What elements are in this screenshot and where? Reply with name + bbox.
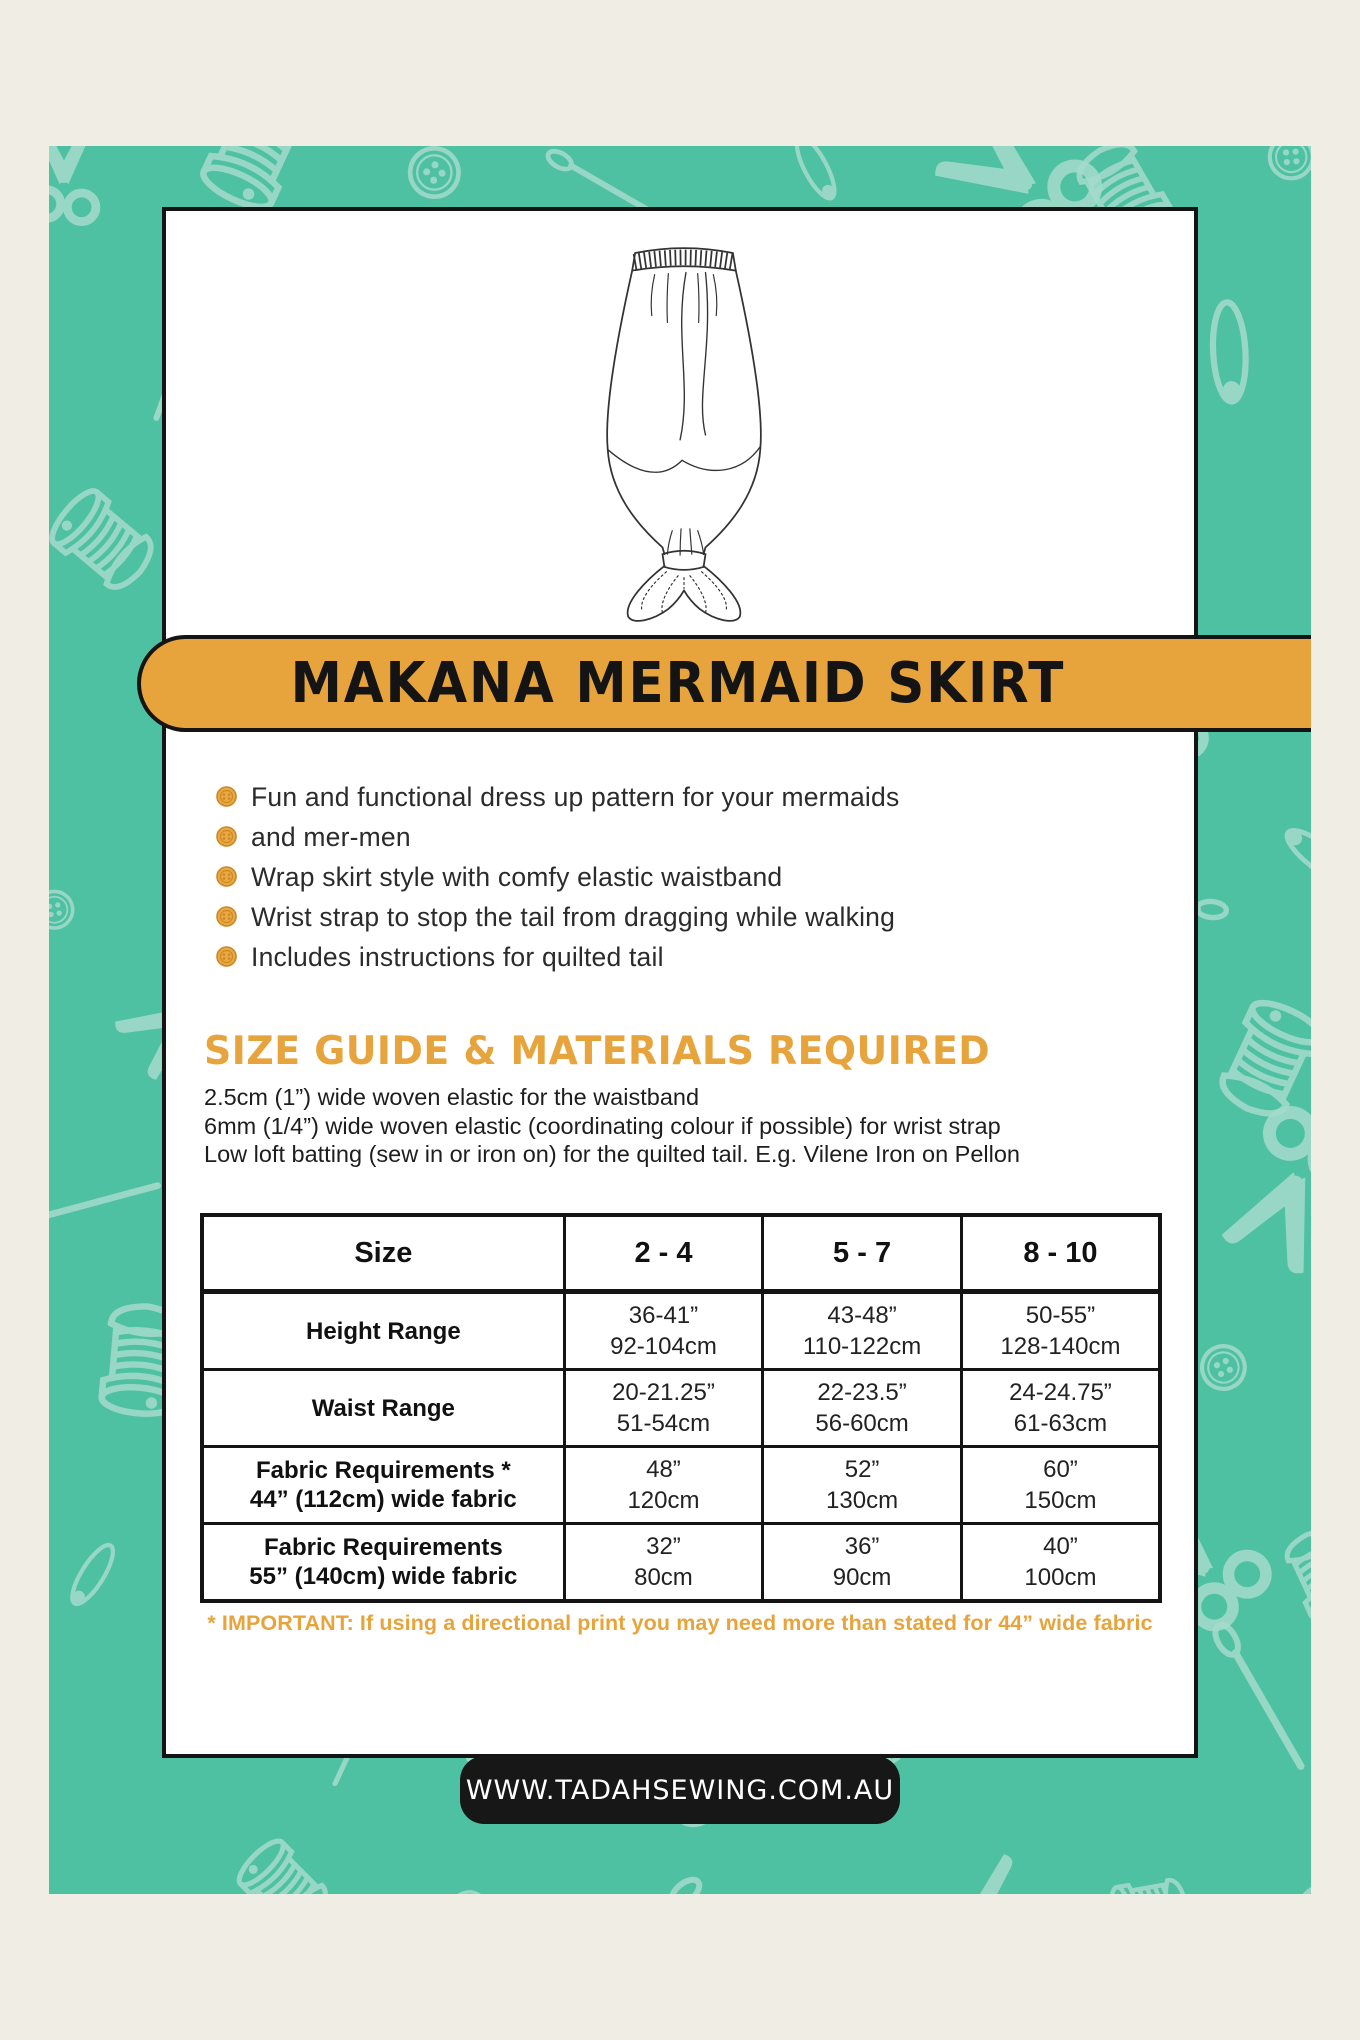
- table-cell: 48” 120cm: [564, 1447, 763, 1524]
- important-note: * IMPORTANT: If using a directional print you may need more than stated for 44” wide fabric: [207, 1611, 1153, 1635]
- list-item: [216, 897, 1166, 937]
- website-url: WWW.TADAHSEWING.COM.AU: [465, 1774, 895, 1806]
- button-icon: [216, 786, 237, 807]
- needle-icon: [1183, 1618, 1311, 1766]
- thread-spool-icon: [49, 485, 161, 598]
- feature-text: Wrap skirt style with comfy elastic waistband: [251, 862, 783, 892]
- table-header-row: [202, 1215, 1160, 1292]
- needle-icon: [49, 1132, 158, 1280]
- table-cell: 43-48” 110-122cm: [763, 1292, 962, 1370]
- table-cell: 24-24.75” 61-63cm: [961, 1370, 1160, 1447]
- scissors-icon: [49, 1863, 115, 1894]
- scissors-icon: [1219, 1106, 1311, 1278]
- list-item: [216, 817, 1166, 857]
- list-item: [216, 777, 1166, 817]
- column-header: 5 - 7: [763, 1215, 962, 1292]
- feature-text: Includes instructions for quilted tail: [251, 942, 664, 972]
- needle-icon: [574, 1866, 705, 1894]
- table-cell: 36” 90cm: [763, 1524, 962, 1602]
- button-icon: [1195, 1339, 1252, 1396]
- button-icon: [1268, 146, 1311, 180]
- button-icon: [1293, 1879, 1311, 1894]
- column-header: Size: [202, 1215, 564, 1292]
- materials-list: [204, 1083, 1184, 1169]
- pattern-info-card: [162, 207, 1198, 1758]
- table-cell: 36-41” 92-104cm: [564, 1292, 763, 1370]
- title-banner: [137, 635, 1311, 732]
- button-icon: [216, 826, 237, 847]
- table-row: [202, 1524, 1160, 1602]
- table-cell: 40” 100cm: [961, 1524, 1160, 1602]
- thread-spool-icon: [198, 146, 311, 215]
- table-cell: 50-55” 128-140cm: [961, 1292, 1160, 1370]
- safety-pin-icon: [51, 1535, 134, 1614]
- page-title: MAKANA MERMAID SKIRT: [290, 651, 1066, 716]
- table-cell: 20-21.25” 51-54cm: [564, 1370, 763, 1447]
- button-icon: [446, 1887, 493, 1894]
- thread-spool-icon: [1213, 995, 1311, 1124]
- table-row: [202, 1370, 1160, 1447]
- row-label: Fabric Requirements 55” (140cm) wide fabric: [202, 1524, 564, 1602]
- table-cell: 22-23.5” 56-60cm: [763, 1370, 962, 1447]
- needle-icon: [1284, 414, 1311, 583]
- button-icon: [216, 866, 237, 887]
- button-icon: [49, 889, 76, 931]
- table-row: [202, 1447, 1160, 1524]
- feature-text: Wrist strap to stop the tail from dragging while walking: [251, 902, 896, 932]
- table-cell: 60” 150cm: [961, 1447, 1160, 1524]
- material-line: 6mm (1/4”) wide woven elastic (coordinating colour if possible) for wrist strap: [204, 1112, 1001, 1139]
- feature-list: [216, 777, 1166, 977]
- scissors-icon: [49, 146, 96, 222]
- safety-pin-icon: [781, 146, 851, 206]
- scissors-icon: [912, 1851, 1048, 1894]
- column-header: 8 - 10: [961, 1215, 1160, 1292]
- list-item: [216, 857, 1166, 897]
- button-icon: [216, 906, 237, 927]
- safety-pin-icon: [718, 1857, 833, 1894]
- button-icon: [400, 146, 468, 207]
- safety-pin-icon: [1276, 810, 1311, 903]
- material-line: Low loft batting (sew in or iron on) for the quilted tail. E.g. Vilene Iron on Pellon: [204, 1141, 1021, 1167]
- material-line: 2.5cm (1”) wide woven elastic for the waistband: [204, 1084, 700, 1110]
- row-label: Waist Range: [202, 1370, 564, 1447]
- size-table: [200, 1213, 1162, 1603]
- row-label: Height Range: [202, 1292, 564, 1370]
- button-icon: [216, 946, 237, 967]
- table-row: [202, 1292, 1160, 1370]
- table-cell: 52” 130cm: [763, 1447, 962, 1524]
- feature-text: and mer-men: [251, 822, 411, 852]
- size-guide-heading: SIZE GUIDE & MATERIALS REQUIRED: [204, 1029, 991, 1074]
- thread-spool-icon: [1108, 1876, 1189, 1894]
- column-header: 2 - 4: [564, 1215, 763, 1292]
- thread-spool-icon: [1280, 1523, 1311, 1625]
- feature-text: Fun and functional dress up pattern for your mermaids: [251, 782, 900, 812]
- table-cell: 32” 80cm: [564, 1524, 763, 1602]
- list-item: [216, 937, 1166, 977]
- thread-spool-icon: [233, 1835, 334, 1894]
- mermaid-skirt-illustration: [596, 235, 772, 627]
- website-plate: [460, 1756, 900, 1824]
- row-label: Fabric Requirements * 44” (112cm) wide fabric: [202, 1447, 564, 1524]
